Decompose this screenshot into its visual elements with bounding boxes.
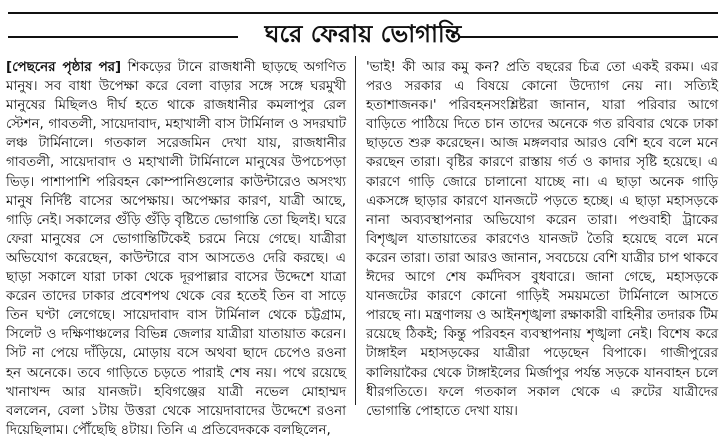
continuation-tag: [পেছনের পৃষ্ঠার পর] [6,60,122,75]
article-column-left [6,58,346,438]
article-headline: ঘরে ফেরায় ভোগান্তি [264,20,462,48]
left-column-body: শিকড়ের টানে রাজধানী ছাড়ছে অগণিত মানুষ। সব বাধা উপেক্ষা করে বেলা বাড়ার সঙ্গে সঙ্গে ঘরমুখী মানুষের মিছিলও দীর্ঘ হতে থাকে রাজধানীর কমলাপুর রেল স্টেশন, গাবতলী, সায়েদাবাদ, মহাখালী বাস টার্মিনাল ও সদরঘাট লঞ্চ টার্মিনালে। গতকাল সরেজমিন দেখা যায়, রাজধানীর গাবতলী, সায়েদাবাদ ও মহাখালী টার্মিনালে মানুষের উপচেপড়া ভিড়। পাশাপাশি পরিবহন কোম্পানিগুলোর কাউন্টারেও অসংখ্য মানুষ নির্দিষ্ট বাসের অপেক্ষায়। অপেক্ষার কারণ, যাত্রী আছে, গাড়ি নেই। সকালের গুঁড়ি গুঁড়ি বৃষ্টিতে ভোগান্তি তো ছিলই। ঘরে ফেরা মানুষের সে ভোগান্তিটিকেই চরমে নিয়ে গেছে। যাত্রীরা অভিযোগ করেছেন, কাউন্টারে বাস আসতেও দেরি করছে। এ ছাড়া সকালে যারা ঢাকা থেকে দূরপাল্লার বাসের উদ্দেশে যাত্রা করেন তাদের ঢাকার প্রবেশপথ থেকে বের হতেই তিন বা সাড়ে তিন ঘণ্টা লেগেছে। সায়েদাবাদ বাস টার্মিনাল থেকে চট্টগ্রাম, সিলেট ও দক্ষিণাঞ্চলের বিভিন্ন জেলার যাত্রীরা যাতায়াত করেন। সিট না পেয়ে দাঁড়িয়ে, মোড়ায় বসে অথবা ছাদে চেপেও রওনা হন অনেকে। তবে গাড়িতে চড়তে পারাই শেষ নয়। পথে রয়েছে খানাখন্দ আর যানজট। হবিগঞ্জের যাত্রী নভেল মোহাম্মদ বললেন, বেলা ১টায় উত্তরা থেকে সায়েদাবাদের উদ্দেশে রওনা দিয়েছিলাম। পৌঁছেছি ৪টায়। তিনি এ প্রতিবেদককে বলছিলেন, [6,60,346,438]
article-column-right [366,58,718,419]
right-column-body: 'ভাই! কী আর কমু কন? প্রতি বছরের চিত্র তো একই রকম। এর পরও সরকার এ বিষয়ে কোনো উদ্যোগ নেয় না। সত্যিই হতাশাজনক।' পরিবহনসংশ্লিষ্টরা জানান, যারা পরিবার আগে বাড়িতে পাঠিয়ে দিতে চান তাদের অনেকে গত রবিবার থেকে ঢাকা ছাড়তে শুরু করেছেন। আজ মঙ্গলবার আরও বেশি হবে বলে মনে করছেন তারা। বৃষ্টির কারণে রাস্তায় গর্ত ও কাদার সৃষ্টি হয়েছে। এ কারণে গাড়ি জোরে চালানো যাচ্ছে না। এ ছাড়া অনেক গাড়ি একসঙ্গে ছাড়ার কারণে যানজটে পড়তে হচ্ছে। এ ছাড়া মহাসড়কে নানা অব্যবস্থাপনার অভিযোগ করেন তারা। পণ্ডবাহী ট্রাকের বিশৃঙ্খল যাতায়াতের কারণেও যানজট তৈরি হয়েছে বলে মনে করেন তারা। তারা আরও জানান, সবচেয়ে বেশি যাত্রীর চাপ থাকবে ঈদের আগে শেষ কর্মদিবস বুধবারে। জানা গেছে, মহাসড়কে যানজটের কারণে কোনো গাড়িই সময়মতো টার্মিনালে আসতে পারছে না। মন্ত্রণালয় ও আইনশৃঙ্খলা রক্ষাকারী বাহিনীর তদারক টিম রয়েছে ঠিকই; কিন্তু পরিবহন ব্যবস্থাপনায় শৃঙ্খলা নেই। বিশেষ করে টাঙ্গাইল মহাসড়কের যাত্রীরা পড়েছেন বিপাকে। গাজীপুরের কালিয়াকৈর থেকে টাঙ্গাইলের মির্জাপুর পর্যন্ত সড়কে যানবাহন চলে ধীরগতিতে। ফলে গতকাল সকাল থেকে এ রুটের যাত্রীদের ভোগান্তি পোহাতে দেখা যায়। [366,60,718,419]
headline-bar [8,12,718,50]
column-divider [355,56,356,405]
left-column-text [6,58,346,440]
top-rule [8,12,718,14]
